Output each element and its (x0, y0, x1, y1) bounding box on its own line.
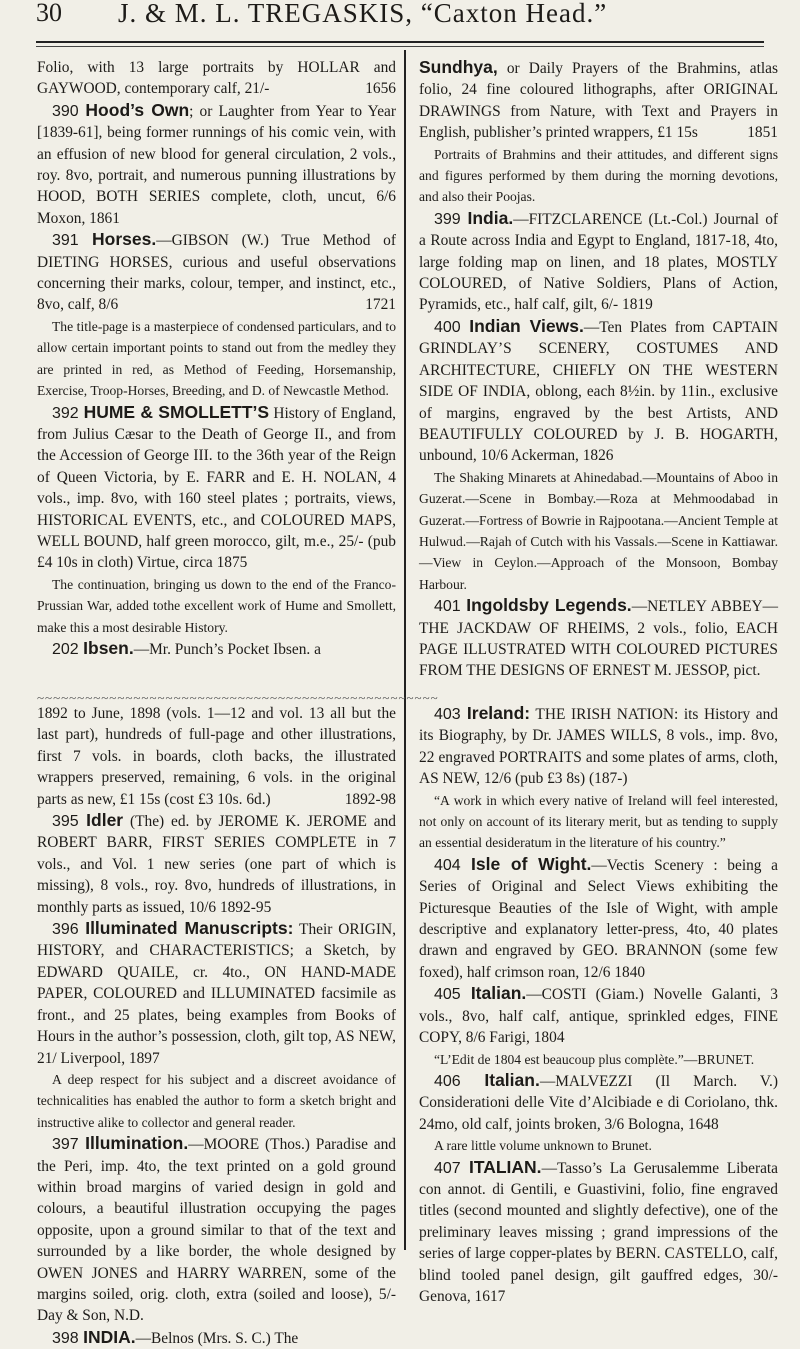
lot-description: —NETLEY ABBEY—THE JACKDAW OF RHEIMS, 2 vols., folio, EACH PAGE ILLUSTRATED WITH COLOURED PICTURES FROM THE DESIGNS OF ERNEST M. JESSOP, pict. (419, 598, 778, 680)
catalogue-entry (37, 1133, 396, 1327)
lot-description: (The) ed. by JEROME K. JEROME and ROBERT BARR, FIRST SERIES COMPLETE in 7 vols., and Vol. 1 new series (one part of which is missing), 8 vols., roy. 8vo, hundreds of illustrations, in monthly parts as issued, 10/6 1892-95 (37, 813, 396, 916)
entry-note (419, 1049, 778, 1070)
entry-note (37, 1069, 396, 1133)
lot-title: Ireland: (466, 703, 531, 723)
catalogue-entry (419, 854, 778, 983)
right-column-bottom (419, 703, 778, 1307)
lot-number: 407 (434, 1159, 469, 1177)
lot-description: Portraits of Brahmins and their attitudes, and different signs and figures performed by them during the morning devotions, and also their Poojas. (419, 146, 778, 205)
lot-number: 405 (434, 986, 471, 1004)
lot-description: —Mr. Punch’s Pocket Ibsen. a (133, 640, 321, 658)
lot-title: Ingoldsby Legends. (466, 595, 632, 616)
running-title: J. & M. L. TREGASKIS, “Caxton Head.” (118, 0, 608, 28)
lot-description: 1892 to June, 1898 (vols. 1—12 and vol. 13 all but the last part), hundreds of full-page and other illustrations, first 7 vols. in boards, cloth backs, the illustrated wrappers preserved, remaining, 6 vols. in the original parts as new, £1 15s (cost £3 10s. 6d.) (37, 705, 396, 808)
lot-number: 403 (434, 706, 467, 723)
lot-description: —GIBSON (W.) True Method of DIETING HORSES, curious and useful observations concerning their marks, colour, temper, and instinct, etc., 8vo, calf, 8/6 (37, 232, 397, 314)
lot-title: Indian Views. (469, 315, 584, 336)
lot-description: Their ORIGIN, HISTORY, and CHARACTERISTICS; a Sketch, by EDWARD QUAILE, cr. 4to., ON HAND-MADE PAPER, COLOURED and ILLUMINATED facsimile as front., and 25 plates, being examples from Books of Hours in the author’s possession, cloth, gilt top, AS NEW, 21/ Liverpool, 1897 (37, 921, 396, 1067)
lot-description: THE IRISH NATION: its History and its Biography, by Dr. JAMES WILLS, 8 vols., imp. 8vo, 22 engraved PORTRAITS and some plates of arms, cloth, AS NEW, 12/6 (pub £3 8s) (187-) (419, 706, 778, 788)
page-header (0, 0, 800, 58)
lot-description: A deep respect for his subject and a discreet avoidance of technicalities has enabled the author to form a sketch bright and instructive alike to collector and general reader. (37, 1071, 396, 1130)
entry-note (37, 574, 396, 638)
entry-note (37, 316, 396, 402)
catalogue-entry (37, 918, 396, 1069)
catalogue-entry (37, 229, 396, 316)
lot-description: History of England, from Julius Cæsar to the Death of George II., and from the Accession of George III. to the 36th year of the Reign of Queen Victoria, by E. FARR and E. H. NOLAN, 4 vols., imp. 8vo, with 160 steel plates ; portraits, views, HISTORICAL EVENTS, etc., and COLOURED MAPS, WELL BOUND, half green morocco, gilt, m.e., 25/- (pub £4 10s in cloth) Virtue, circa 1875 (37, 404, 397, 572)
catalogue-entry (37, 100, 396, 229)
lot-title: India. (467, 207, 514, 228)
catalogue-entry (419, 1070, 778, 1135)
lot-description: —Belnos (Mrs. S. C.) The (135, 1329, 299, 1347)
catalogue-entry (419, 983, 778, 1048)
lot-title: HUME & SMOLLETT’S (83, 401, 270, 422)
lot-number: 401 (434, 598, 467, 616)
lot-description: The Shaking Minarets at Ahinedabad.—Mountains of Aboo in Guzerat.—Scene in Bombay.—Roza at Mehmoodabad in Guzerat.—Fortress of Bowrie in Rajpootana.—Ancient Temple at Hulwud.—Rajah of Cutch with his Vassals.—Scene in Kattiawar.—View in Ceylon.—Approach of the Monsoon, Bombay Harbour. (419, 469, 778, 592)
catalogue-entry (37, 57, 396, 100)
lot-number: 396 (52, 921, 86, 939)
lot-title: ITALIAN. (468, 1156, 542, 1177)
column-divider (404, 50, 406, 1250)
lot-date: 1656 (365, 80, 396, 98)
lot-date: 1892-98 (344, 790, 396, 808)
page-cut-right (419, 683, 778, 693)
catalogue-entry (419, 1157, 778, 1308)
catalogue-entry (419, 208, 778, 316)
lot-number: 399 (434, 210, 468, 228)
lot-description: ; or Laughter from Year to Year [1839-61], being former runnings of his comic vein, with an effusion of new blood for general circulation, 2 vols., roy. 8vo, portrait, and numerous punning illustrations by HOOD, BOTH SERIES complete, cloth, uncut, 6/6 Moxon, 1861 (37, 102, 397, 227)
entry-note (419, 1135, 778, 1156)
catalogue-entry (37, 638, 396, 660)
entry-note (419, 144, 778, 208)
lot-number: 406 (434, 1072, 485, 1090)
page-number: 30 (36, 0, 62, 27)
lot-title: Ibsen. (83, 637, 134, 658)
lot-description: —MALVEZZI (Il March. V.) Considerationi delle Vite d’Alcibiade e di Coriolano, thk. 24mo, old calf, joints broken, 3/6 Bologna, 1648 (419, 1072, 779, 1133)
lot-description: Folio, with 13 large portraits by HOLLAR and GAYWOOD, contemporary calf, 21/- (37, 59, 396, 98)
lot-description: “A work in which every native of Ireland will feel interested, not only on account of its literary merit, but as tending to supply an essential desideratum in the literature of his country.” (419, 792, 778, 851)
lot-title: Hood’s Own (85, 99, 190, 120)
lot-number: 202 (52, 640, 84, 658)
lot-date: 1721 (365, 296, 396, 314)
lot-title: Italian. (484, 1069, 540, 1090)
lot-description: —FITZCLARENCE (Lt.-Col.) Journal of a Route across India and Egypt to England, 1817-18, 4to, large folding map on linen, and 18 plates, MOSTLY COLOURED, of Native Soldiers, Plans of Action, Pyramids, etc., half calf, gilt, 6/- 1819 (419, 210, 779, 314)
lot-number: 390 (52, 102, 86, 120)
catalogue-entry (37, 1327, 396, 1349)
lot-description: —Tasso’s La Gerusalemme Liberata con annot. di Gentili, e Guastivini, folio, fine engraved titles (second mounted and slightly defective), one of the preliminary leaves missing ; grand impressions of the series of large copper-plates by BERN. CASTELLO, calf, blind tooled panel design, gilt gauffred edges, 30/- Genova, 1617 (419, 1159, 779, 1305)
catalogue-entry (419, 595, 778, 682)
lot-title: Illuminated Manuscripts: (85, 918, 294, 939)
lot-description: —Ten Plates from CAPTAIN GRINDLAY’S SCENERY, COSTUMES AND ARCHITECTURE, CHIEFLY ON THE WESTERN SIDE OF INDIA, oblong, each 8½in. by 11in., exclusive of margins, engraved by the best Artists, AND BEAUTIFULLY COLOURED by J. B. HOGARTH, unbound, 10/6 Ackerman, 1826 (419, 318, 778, 465)
header-rule-thin (36, 46, 764, 47)
left-column-top (37, 57, 396, 660)
lot-number: 395 (52, 813, 87, 831)
lot-date: 1851 (747, 124, 778, 142)
lot-title: Illumination. (85, 1133, 189, 1154)
lot-title: Horses. (92, 229, 157, 250)
lot-title: INDIA. (83, 1326, 136, 1347)
lot-description: The continuation, bringing us down to the end of the Franco-Prussian War, added tothe excellent work of Hume and Smollett, make this a most desirable History. (37, 576, 396, 635)
left-column-bottom (37, 703, 396, 1349)
lot-description: “L’Edit de 1804 est beaucoup plus complète.”—BRUNET. (434, 1051, 755, 1067)
lot-description: A rare little volume unknown to Brunet. (434, 1138, 652, 1154)
catalogue-entry (419, 316, 778, 467)
catalogue-entry (37, 703, 396, 810)
header-rule (36, 41, 764, 43)
lot-description: —Vectis Scenery : being a Series of Original and Select Views exhibiting the Picturesque Beauties of the Isle of Wight, with ample descriptive and explanatory letter-press, 4to, 40 plates drawn and engraved by GEO. BRANNON (some few foxed), half crimson roan, 12/6 1840 (419, 856, 779, 981)
lot-number: 398 (52, 1329, 84, 1347)
entry-note (419, 467, 778, 595)
catalogue-entry (37, 402, 396, 574)
lot-number: 404 (434, 856, 471, 874)
page-cut-left: ~~~~~~~~~~~~~~~~~~~~~~~~~~~~~~~~~~~~~~~~~~~~~~~~~~ (37, 690, 439, 705)
lot-title: Idler (86, 810, 124, 831)
lot-title: Sundhya, (419, 57, 498, 77)
lot-number: 400 (434, 318, 470, 336)
lot-description: or Daily Prayers of the Brahmins, atlas folio, 24 fine coloured lithographs, after ORIGINAL DRAWINGS from Nature, with Text and Prayers in English, publisher’s printed wrappers, £1 15s (419, 60, 778, 142)
lot-number: 391 (52, 232, 93, 250)
catalogue-entry (37, 810, 396, 918)
right-column-top (419, 57, 778, 682)
lot-description: —MOORE (Thos.) Paradise and the Peri, imp. 4to, the text printed on a gold ground within broad margins of varied design in gold and colours, a beautiful illustration occupying the pages opposite, upon a ground similar to that of the text and surrounded by a like border, the whole designed by OWEN JONES and HARRY WARREN, some of the margins soiled, orig. cloth, extra (soiled and loose), 5/- Day & Son, N.D. (37, 1136, 396, 1325)
lot-title: Italian. (470, 983, 527, 1004)
lot-title: Isle of Wight. (470, 853, 592, 874)
catalogue-entry (419, 57, 778, 144)
lot-number: 397 (52, 1136, 86, 1154)
catalogue-entry (419, 703, 778, 790)
lot-description: The title-page is a masterpiece of condensed particulars, and to allow certain important points to stand out from the medley they are printed in red, as Method of Feeding, Horsemanship, Exercise, Troop-Horses, Breeding, and D. of Newcastle Method. (37, 318, 396, 399)
lot-number: 392 (52, 404, 84, 422)
lot-description: —COSTI (Giam.) Novelle Galanti, 3 vols., 8vo, half calf, antique, sprinkled edges, FINE COPY, 8/6 Farigi, 1804 (419, 986, 779, 1047)
entry-note (419, 790, 778, 854)
